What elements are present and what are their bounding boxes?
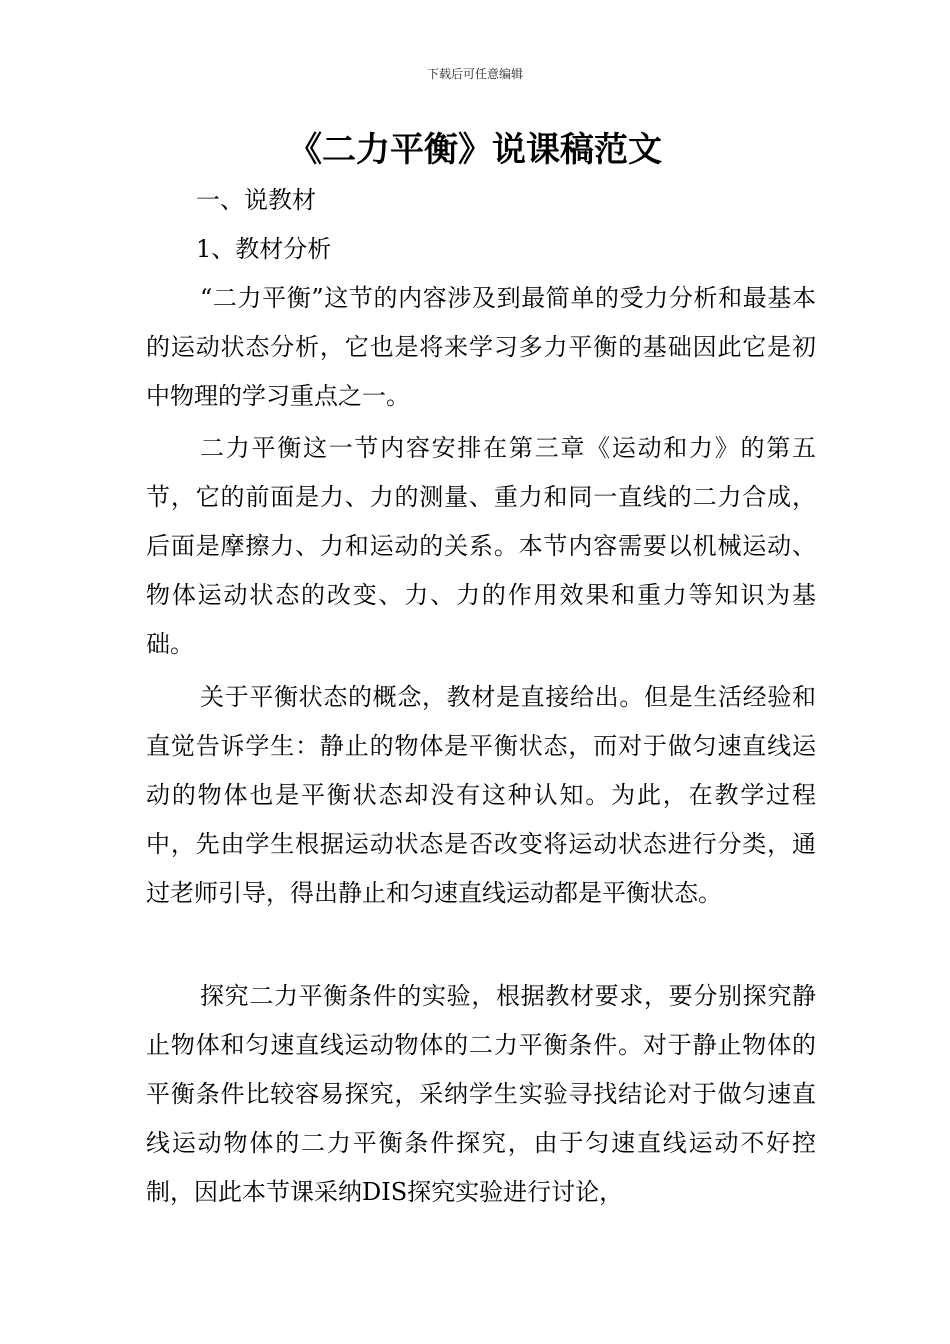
paragraph-3: 关于平衡状态的概念，教材是直接给出。但是生活经验和直觉告诉学生：静止的物体是平衡状态，而对于做匀速直线运动的物体也是平衡状态却没有这种认知。为此，在教学过程中，先由学生根据运动状态是否改变将运动状态进行分类，通过老师引导，得出静止和匀速直线运动都是平衡状态。 [146, 683, 816, 907]
paragraph-1: “二力平衡”这节的内容涉及到最简单的受力分析和最基本的运动状态分析，它也是将来学习多力平衡的基础因此它是初中物理的学习重点之一。 [146, 284, 816, 410]
subsection-heading: 1、教材分析 [196, 235, 332, 263]
paragraph-4: 探究二力平衡条件的实验，根据教材要求，要分别探究静止物体和匀速直线运动物体的二力平衡条件。对于静止物体的平衡条件比较容易探究，采纳学生实验寻找结论对于做匀速直线运动物体的二力平衡条件探究，由于匀速直线运动不好控制，因此本节课采纳DIS探究实验进行讨论， [146, 982, 816, 1206]
header-note: 下载后可任意编辑 [426, 67, 523, 81]
section-heading: 一、说教材 [196, 186, 316, 214]
paragraph-2: 二力平衡这一节内容安排在第三章《运动和力》的第五节，它的前面是力、力的测量、重力和同一直线的二力合成，后面是摩擦力、力和运动的关系。本节内容需要以机械运动、物体运动状态的改变、力、力的作用效果和重力等知识为基础。 [146, 434, 816, 658]
document-title: 《二力平衡》说课稿范文 [288, 130, 662, 170]
